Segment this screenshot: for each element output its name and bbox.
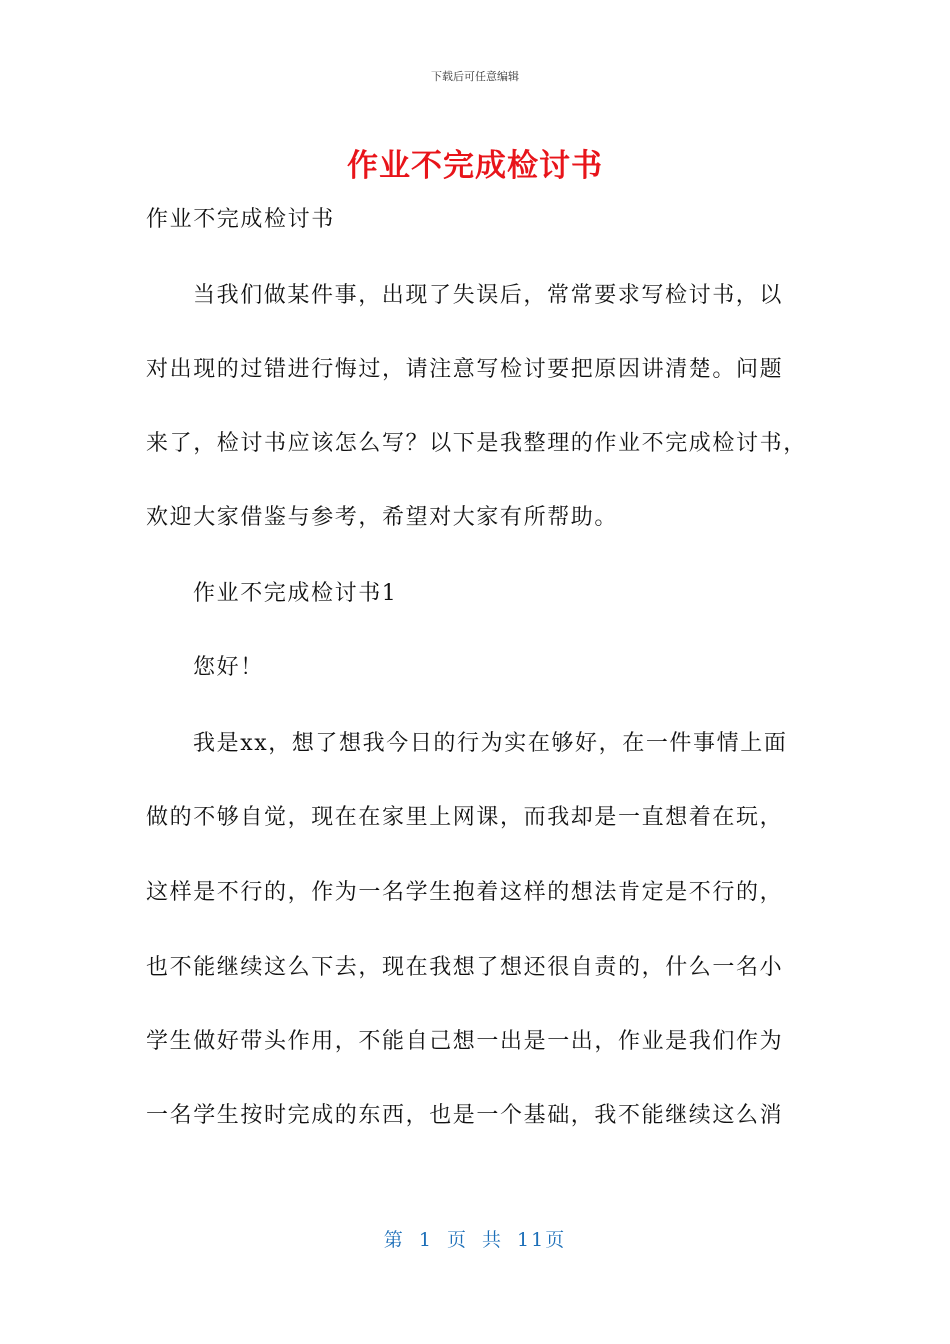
greeting-line: 您好！	[193, 655, 264, 680]
paragraph-line: 做的不够自觉，现在在家里上网课，而我却是一直想着在玩，	[146, 805, 784, 830]
subtitle-line: 作业不完成检讨书	[146, 207, 335, 232]
document-title: 作业不完成检讨书	[347, 148, 603, 184]
paragraph-line: 对出现的过错进行悔过，请注意写检讨要把原因讲清楚。问题	[146, 357, 784, 382]
paragraph-line: 也不能继续这么下去，现在我想了想还很自责的，什么一名小	[146, 955, 784, 980]
paragraph-line: 一名学生按时完成的东西，也是一个基础，我不能继续这么消	[146, 1103, 784, 1128]
section-heading: 作业不完成检讨书1	[193, 581, 398, 606]
paragraph-line: 这样是不行的，作为一名学生抱着这样的想法肯定是不行的，	[146, 880, 784, 905]
page-number-footer: 第 1 页 共 11页	[383, 1229, 567, 1251]
paragraph-line: 欢迎大家借鉴与参考，希望对大家有所帮助。	[146, 505, 619, 530]
paragraph-line: 我是xx，想了想我今日的行为实在够好，在一件事情上面	[193, 731, 788, 756]
header-note: 下载后可任意编辑	[431, 70, 519, 83]
paragraph-line: 当我们做某件事，出现了失误后，常常要求写检讨书，以	[193, 283, 784, 308]
paragraph-line: 来了，检讨书应该怎么写？以下是我整理的作业不完成检讨书，	[146, 431, 807, 456]
paragraph-line: 学生做好带头作用，不能自己想一出是一出，作业是我们作为	[146, 1029, 784, 1054]
